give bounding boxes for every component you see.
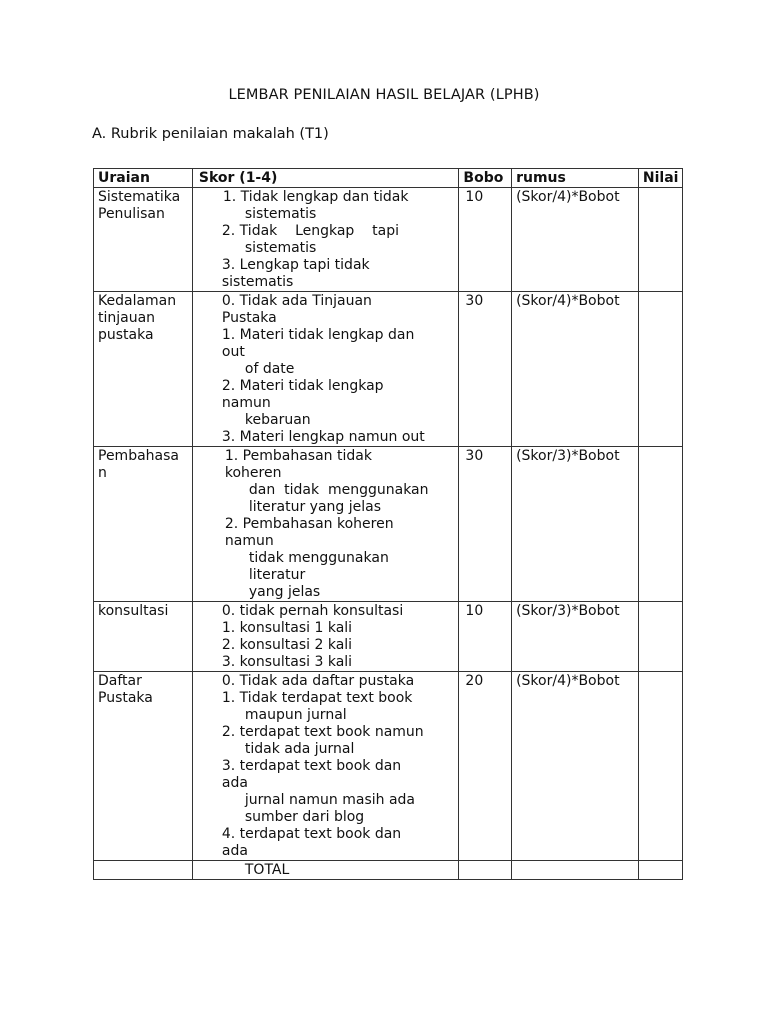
cell-rumus: (Skor/4)*Bobot [512, 292, 639, 447]
skor-line: jurnal namun masih ada [244, 792, 415, 808]
skor-line: maupun jurnal [244, 707, 347, 723]
skor-line: sistematis [244, 240, 317, 256]
rubric-table [93, 168, 683, 880]
skor-line: 0. tidak pernah konsultasi [221, 603, 404, 619]
skor-line: namun [224, 533, 274, 549]
skor-line: 4. terdapat text book dan [221, 826, 402, 842]
cell-bobot: 30 [459, 292, 512, 447]
skor-line: 2. Tidak Lengkap tapi [221, 223, 399, 239]
header-bobot: Bobo [459, 169, 512, 188]
uraian-line: Pustaka [98, 690, 153, 706]
cell-nilai [638, 188, 682, 292]
skor-line: tidak ada jurnal [244, 741, 355, 757]
skor-line: sistematis [221, 274, 294, 290]
header-skor: Skor (1-4) [192, 169, 459, 188]
skor-line: sumber dari blog [244, 809, 365, 825]
cell-nilai [638, 292, 682, 447]
header-nilai: Nilai [638, 169, 682, 188]
skor-line: dan tidak menggunakan [248, 482, 429, 498]
skor-line: namun [221, 395, 271, 411]
table-row [94, 188, 683, 292]
table-row [94, 447, 683, 602]
cell-rumus: (Skor/4)*Bobot [512, 672, 639, 861]
skor-line: yang jelas [248, 584, 321, 600]
skor-line: literatur [248, 567, 306, 583]
cell-bobot: 20 [459, 672, 512, 861]
cell-uraian [94, 447, 193, 602]
cell-bobot: 10 [459, 602, 512, 672]
cell-nilai [638, 602, 682, 672]
skor-line: ada [221, 775, 248, 791]
cell-rumus: (Skor/4)*Bobot [512, 188, 639, 292]
cell-uraian [94, 602, 193, 672]
skor-line: of date [244, 361, 295, 377]
skor-line: 2. terdapat text book namun [221, 724, 424, 740]
section-heading: A. Rubrik penilaian makalah (T1) [92, 126, 329, 142]
uraian-line: Pembahasa [98, 448, 179, 464]
skor-line: 3. Lengkap tapi tidak [221, 257, 370, 273]
table-header-row [94, 169, 683, 188]
cell-nilai [638, 447, 682, 602]
skor-line: 1. Materi tidak lengkap dan [221, 327, 415, 343]
total-bobot-cell [459, 861, 512, 880]
skor-line: Pustaka [221, 310, 277, 326]
skor-line: tidak menggunakan [248, 550, 389, 566]
skor-line: out [221, 344, 245, 360]
total-rumus-cell [512, 861, 639, 880]
cell-skor [192, 602, 459, 672]
skor-line: literatur yang jelas [248, 499, 381, 515]
total-empty-cell [94, 861, 193, 880]
skor-line: 1. konsultasi 1 kali [221, 620, 353, 636]
cell-uraian [94, 672, 193, 861]
document-title: LEMBAR PENILAIAN HASIL BELAJAR (LPHB) [228, 87, 540, 103]
total-nilai-cell [638, 861, 682, 880]
cell-rumus: (Skor/3)*Bobot [512, 602, 639, 672]
table-row [94, 292, 683, 447]
uraian-line: Penulisan [98, 206, 165, 222]
cell-uraian [94, 188, 193, 292]
cell-uraian [94, 292, 193, 447]
uraian-line: tinjauan [98, 310, 156, 326]
skor-line: koheren [224, 465, 282, 481]
cell-skor [192, 447, 459, 602]
header-uraian: Uraian [94, 169, 193, 188]
table-row [94, 602, 683, 672]
skor-line: 1. Tidak terdapat text book [221, 690, 413, 706]
cell-skor [192, 188, 459, 292]
uraian-line: konsultasi [98, 603, 169, 619]
header-rumus: rumus [512, 169, 639, 188]
skor-line: 2. konsultasi 2 kali [221, 637, 353, 653]
uraian-line: n [98, 465, 107, 481]
skor-line: sistematis [244, 206, 317, 222]
cell-skor [192, 292, 459, 447]
cell-skor [192, 672, 459, 861]
uraian-line: Sistematika [98, 189, 181, 205]
total-label: TOTAL [192, 861, 459, 880]
skor-line: 1. Tidak lengkap dan tidak [222, 189, 409, 205]
skor-line: kebaruan [244, 412, 311, 428]
table-row [94, 672, 683, 861]
uraian-line: pustaka [98, 327, 154, 343]
cell-rumus: (Skor/3)*Bobot [512, 447, 639, 602]
skor-line: 3. konsultasi 3 kali [221, 654, 353, 670]
uraian-line: Kedalaman [98, 293, 177, 309]
cell-bobot: 30 [459, 447, 512, 602]
skor-line: 0. Tidak ada daftar pustaka [221, 673, 415, 689]
skor-line: 1. Pembahasan tidak [224, 448, 372, 464]
uraian-line: Daftar [98, 673, 142, 689]
skor-line: 2. Materi tidak lengkap [221, 378, 384, 394]
cell-bobot: 10 [459, 188, 512, 292]
total-row [94, 861, 683, 880]
cell-nilai [638, 672, 682, 861]
skor-line: 3. terdapat text book dan [221, 758, 402, 774]
skor-line: ada [221, 843, 248, 859]
skor-line: 0. Tidak ada Tinjauan [221, 293, 372, 309]
skor-line: 2. Pembahasan koheren [224, 516, 394, 532]
skor-line: 3. Materi lengkap namun out [221, 429, 425, 445]
